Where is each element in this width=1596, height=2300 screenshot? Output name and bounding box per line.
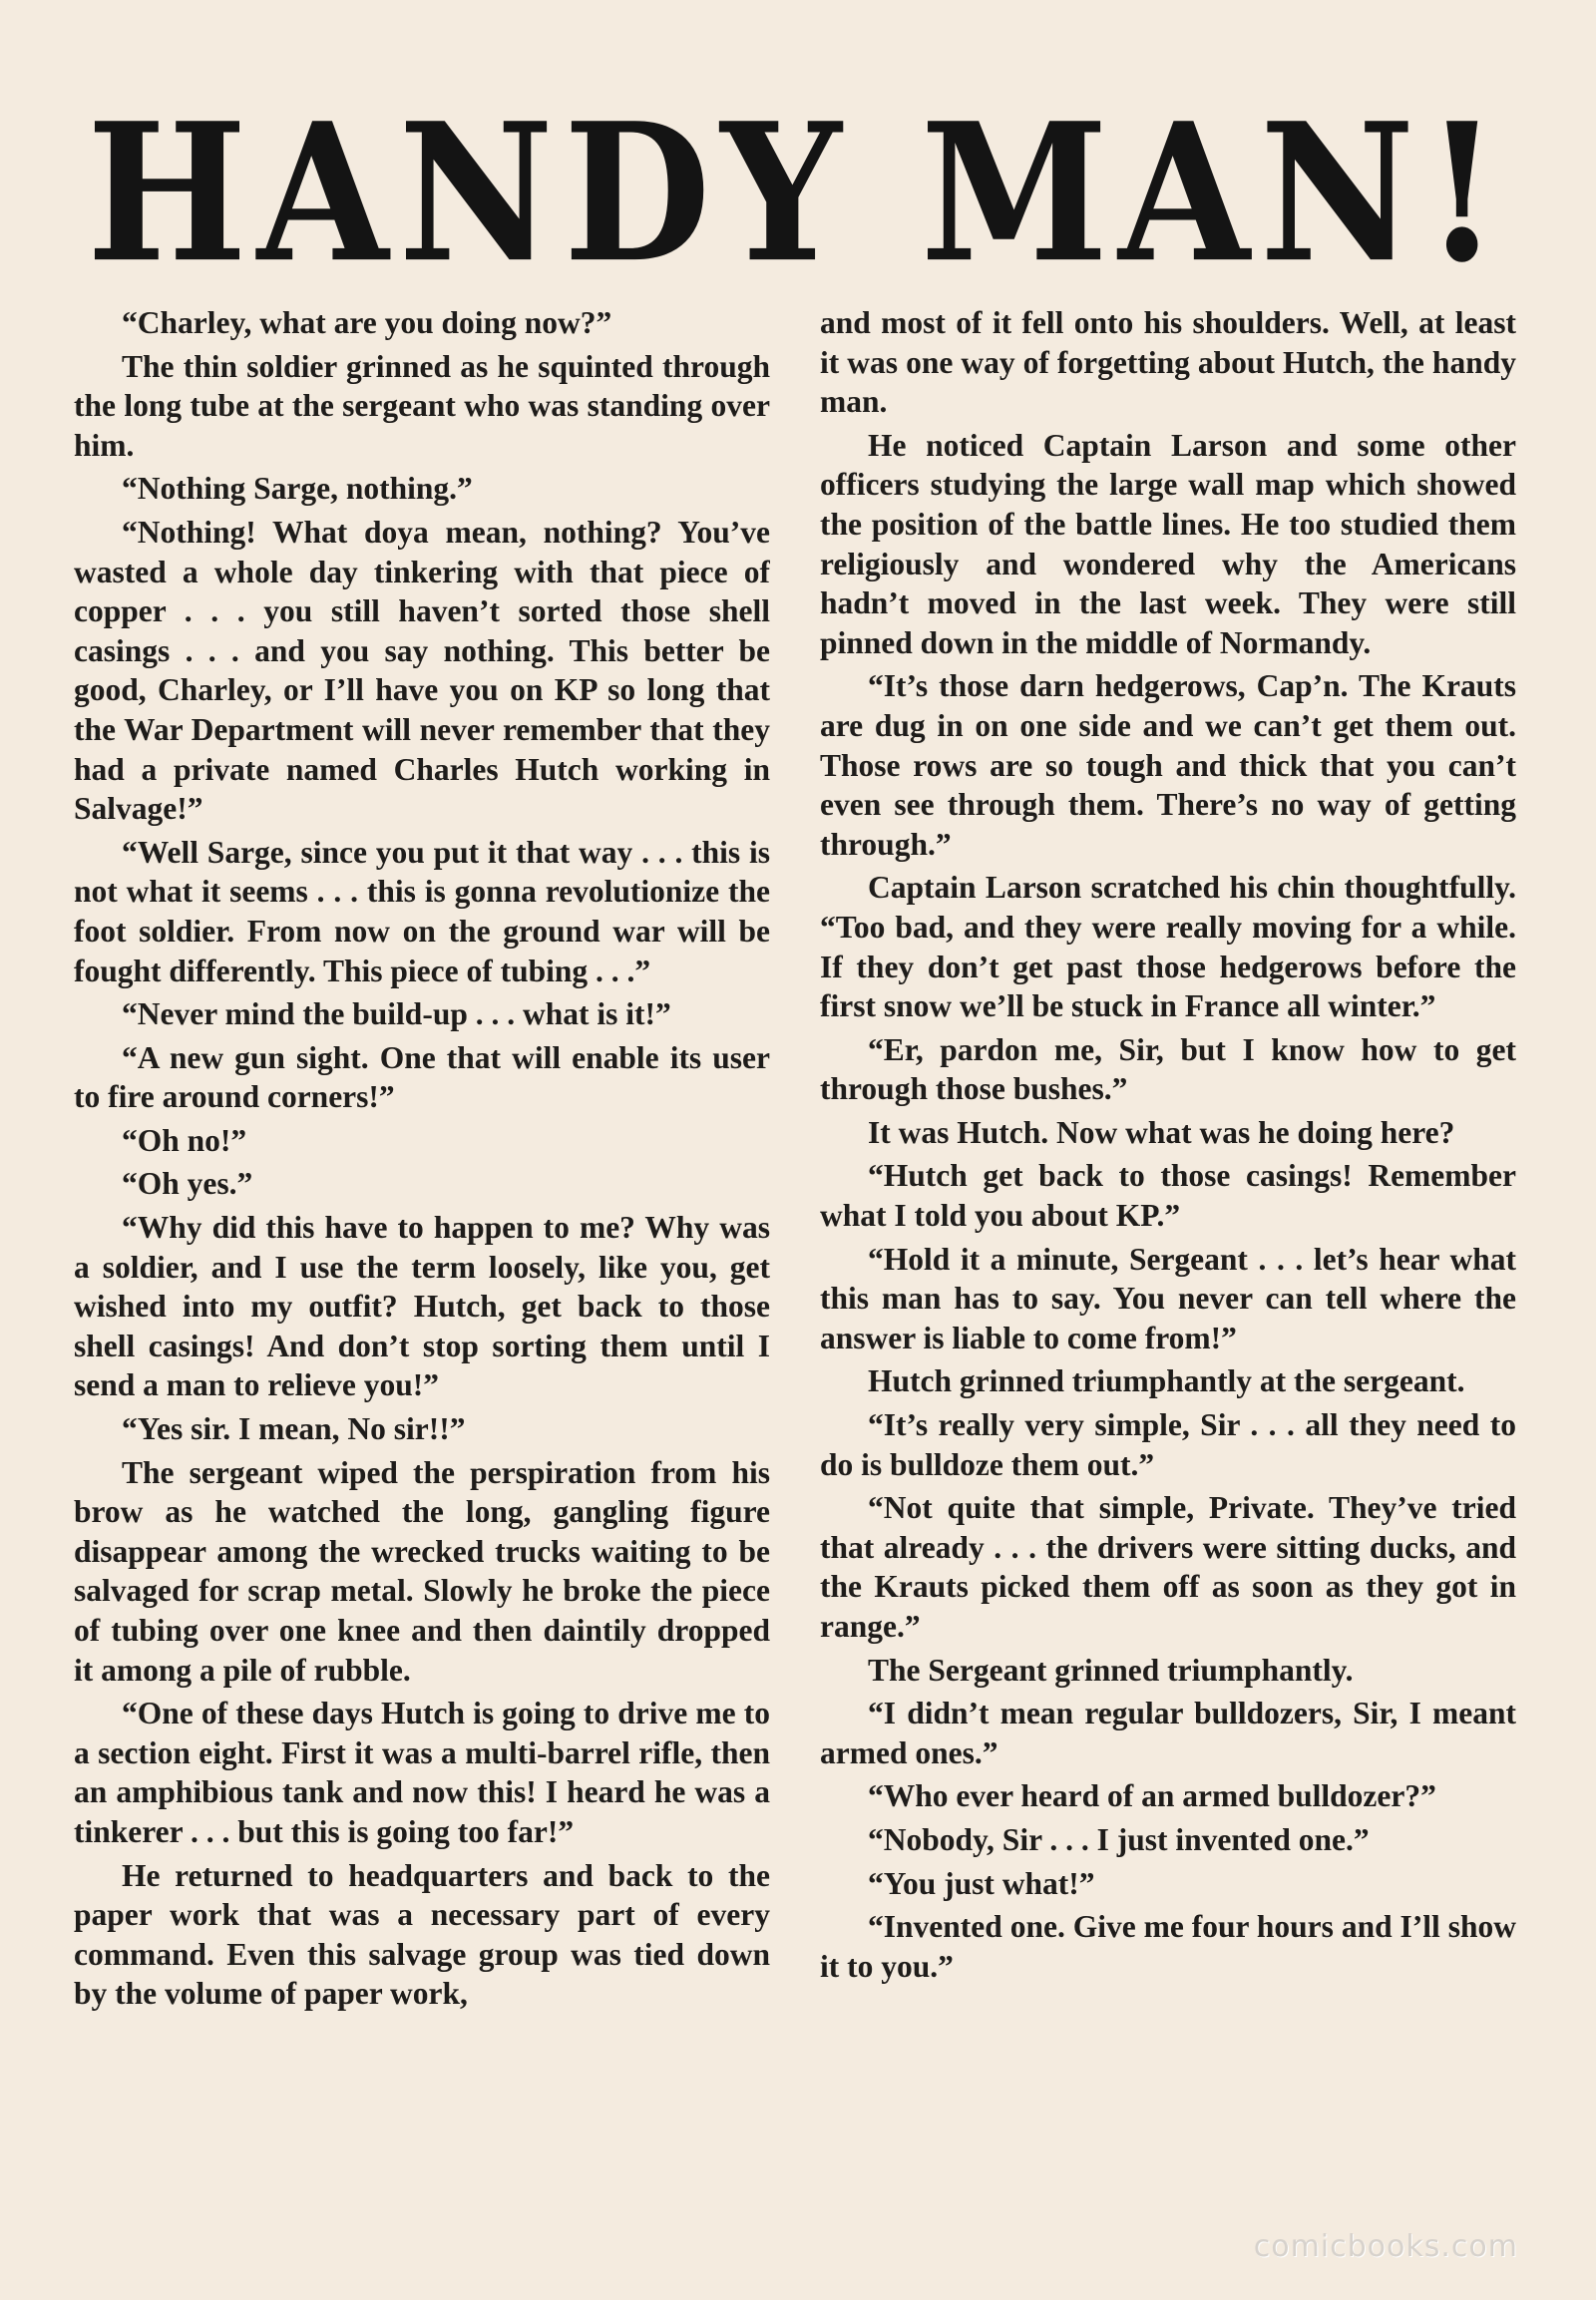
paragraph: “Charley, what are you doing now?” — [122, 305, 612, 340]
paragraph: “Hold it a minute, Sergeant . . . let’s hear what this man has to say. You never can tell where the answer is liable to come from!” — [820, 1241, 1516, 1355]
paragraph: “I didn’t mean regular bulldozers, Sir, I meant armed ones.” — [820, 1696, 1516, 1770]
paragraph: “It’s those darn hedgerows, Cap’n. The Krauts are dug in on one side and we can’t get them out. Those rows are so tough and thick that you can’t even see through them. There’s no way of getting through.” — [820, 668, 1516, 862]
paragraph: “Never mind the build-up . . . what is it!” — [122, 996, 671, 1032]
paragraph: Hutch grinned triumphantly at the sergeant. — [868, 1363, 1465, 1399]
source-watermark: comicbooks.com — [1253, 2229, 1518, 2264]
paragraph: “A new gun sight. One that will enable its user to fire around corners!” — [74, 1039, 770, 1115]
paragraph: “Nothing! What doya mean, nothing? You’ve wasted a whole day tinkering with that piece of copper . . . you still haven’t sorted those shell casings . . . and you say nothing. This better be good, Charley, or I’ll have you on KP so long that the War Department will never remember that they had a private named Charles Hutch working in Salvage!” — [74, 514, 770, 827]
paragraph: Captain Larson scratched his chin thoughtfully. “Too bad, and they were really moving for a while. If they don’t get past those hedgerows before the first snow we’ll be stuck in France all winter.” — [820, 870, 1516, 1024]
paragraph: “One of these days Hutch is going to drive me to a section eight. First it was a multi-barrel rifle, then an amphibious tank and now this! I heard he was a tinkerer . . . but this is going too far!” — [74, 1696, 770, 1849]
paragraph: The Sergeant grinned triumphantly. — [868, 1652, 1354, 1688]
paragraph: “Well Sarge, since you put it that way . . . this is not what it seems . . . this is gonna revolutionize the foot soldier. From now on the ground war will be fought differently. This piece of tubing . . .” — [74, 834, 770, 988]
paragraph: “Not quite that simple, Private. They’ve tried that already . . . the drivers were sitting ducks, and the Krauts picked them off as soon as they got in range.” — [820, 1490, 1516, 1644]
paragraph: “Er, pardon me, Sir, but I know how to get through those bushes.” — [820, 1031, 1516, 1107]
paragraph: He noticed Captain Larson and some other officers studying the large wall map which showed the position of the battle lines. He too studied them religiously and wondered why the Americans hadn’t moved in the last week. They were still pinned down in the middle of Normandy. — [820, 427, 1516, 660]
paragraph: The sergeant wiped the perspiration from his brow as he watched the long, gangling figure disappear among the wrecked trucks waiting to be salvaged for scrap metal. Slowly he broke the piece of tubing over one knee and then daintily dropped it among a pile of rubble. — [74, 1454, 770, 1688]
paragraph: “Why did this have to happen to me? Why was a soldier, and I use the term loosely, like you, get wished into my outfit? Hutch, get back to those shell casings! And don’t stop sorting them until I send a man to relieve you!” — [74, 1210, 770, 1403]
paragraph: “Who ever heard of an armed bulldozer?” — [868, 1778, 1436, 1814]
paragraph: “You just what!” — [868, 1865, 1095, 1901]
paragraph-continued: and most of it fell onto his shoulders. Well, at least it was one way of forgetting about Hutch, the handy man. — [820, 305, 1516, 420]
paragraph: “It’s really very simple, Sir . . . all they need to do is bulldoze them out.” — [820, 1407, 1516, 1482]
paragraph: He returned to headquarters and back to the paper work that was a necessary part of every command. Even this salvage group was tied down by the volume of paper work, — [74, 1857, 770, 2012]
paragraph: “Nothing Sarge, nothing.” — [122, 471, 473, 507]
paragraph: It was Hutch. Now what was he doing here? — [868, 1114, 1455, 1150]
paragraph: “Nobody, Sir . . . I just invented one.” — [868, 1821, 1370, 1857]
right-text-column — [820, 303, 1516, 2198]
paragraph: “Oh yes.” — [122, 1166, 253, 1202]
paragraph: “Oh no!” — [122, 1122, 247, 1158]
paragraph: “Yes sir. I mean, No sir!!” — [122, 1411, 466, 1447]
paragraph: The thin soldier grinned as he squinted through the long tube at the sergeant who was standing over him. — [74, 348, 770, 463]
story-title: HANDY MAN! — [87, 82, 1509, 305]
left-text-column — [74, 303, 770, 2198]
paragraph: “Hutch get back to those casings! Remember what I told you about KP.” — [820, 1158, 1516, 1234]
paragraph: “Invented one. Give me four hours and I’ll show it to you.” — [820, 1909, 1516, 1984]
